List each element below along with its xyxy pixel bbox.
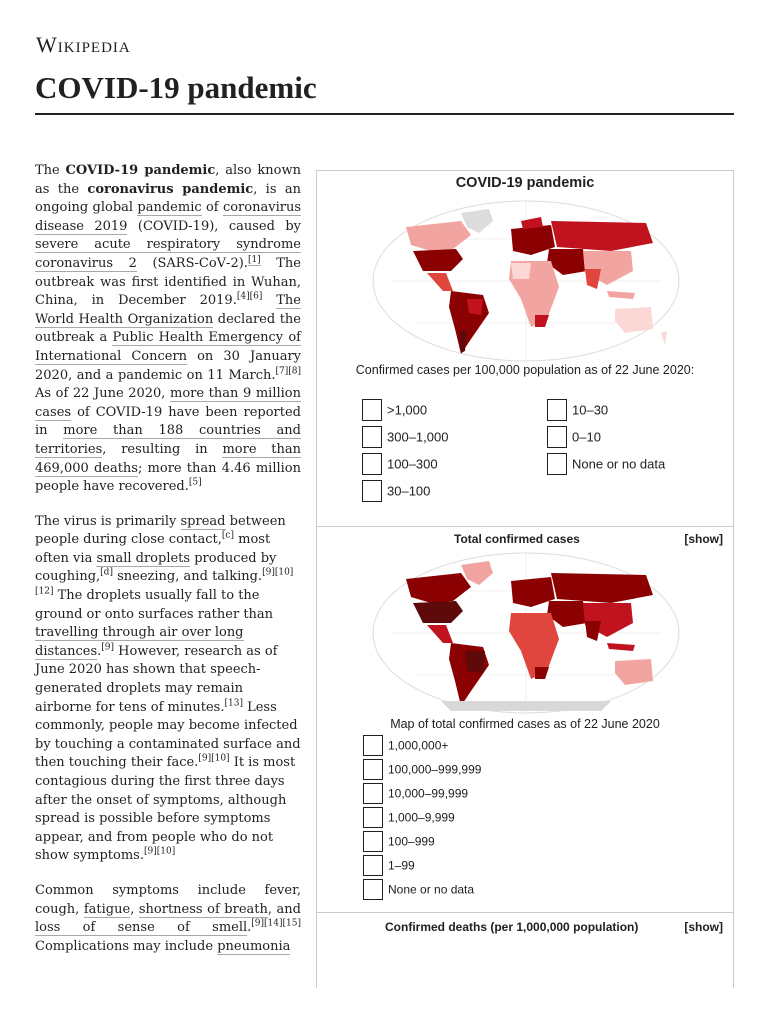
legend-item: None or no data: [363, 879, 474, 900]
note-link[interactable]: [d]: [100, 568, 113, 579]
link-spread[interactable]: spread: [180, 513, 226, 529]
legend-item: >1,000: [362, 399, 427, 421]
link-sars-cov-2[interactable]: severe acute respiratory syndrome coronavirus 2: [35, 237, 301, 271]
infobox: COVID-19 pandemic Confirmed cases per 100,000 population as of 22 June 2020: >1,000 300–1,000 100–300 30–100 10–30 0–10 None or no data Total confirmed cases [show] Map of total confirmed cases as of 22 June 2020 1,000,000+ 100,000–999,999 10,000–99,999 1,000–9,999 100–999 1–99 None or no data Confirmed deaths (per 1,000,000 population) [show]: [316, 170, 734, 988]
legend-item: 0–10: [547, 426, 601, 448]
citation-link[interactable]: [1]: [247, 254, 261, 265]
legend-item: 100–300: [362, 453, 438, 475]
title-divider: [35, 113, 734, 115]
infobox-title: COVID-19 pandemic: [455, 175, 595, 191]
legend-swatch: [363, 807, 383, 828]
citation-link[interactable]: [9][10]: [143, 847, 176, 858]
legend-swatch: [547, 426, 567, 448]
legend-cases-per-capita: [362, 399, 732, 511]
legend-swatch: [362, 426, 382, 448]
citation-link[interactable]: [4][6]: [236, 291, 263, 302]
link-pneumonia[interactable]: pneumonia: [217, 938, 291, 954]
link-who[interactable]: The World Health Organization: [35, 293, 301, 327]
citation-link[interactable]: [9][10]: [198, 754, 230, 765]
note-link[interactable]: [c]: [221, 530, 234, 541]
legend-swatch: [363, 879, 383, 900]
legend-item: 1,000–9,999: [363, 807, 455, 828]
link-countries-territories[interactable]: more than 188 countries and territories: [35, 423, 301, 457]
legend-swatch: [362, 399, 382, 421]
citation-link[interactable]: [5]: [188, 477, 202, 488]
legend-item: 1–99: [363, 855, 415, 876]
link-pheic[interactable]: Public Health Emergency of International Concern: [35, 330, 301, 364]
link-airborne[interactable]: travelling through air over long distances: [35, 625, 244, 659]
paragraph-intro: The COVID-19 pandemic, also known as the coronavirus pandemic, is an ongoing global pandemic of coronavirus disease 2019 (COVID‑19), caused by severe acute respiratory syndrome coronavirus 2 (SARS‑CoV‑2).[1] The outbreak was first identified in Wuhan, China, in December 2019.[4][6] The World Health Organization declared the outbreak a Public Health Emergency of International Concern on 30 January 2020, and a pandemic on 11 March.[7][8] As of 22 June 2020, more than 9 million cases of COVID-19 have been reported in more than 188 countries and territories, resulting in more than 469,000 deaths; more than 4.46 million people have recovered.[5]: [35, 163, 302, 495]
section-divider: [317, 912, 733, 913]
legend-swatch: [362, 453, 382, 475]
citation-link[interactable]: [9][10][12]: [35, 568, 294, 597]
map-caption: Confirmed cases per 100,000 population as of 22 June 2020:: [355, 363, 695, 377]
legend-swatch: [547, 453, 567, 475]
legend-item: 30–100: [362, 480, 430, 502]
page-title: COVID-19 pandemic: [35, 70, 317, 105]
show-toggle[interactable]: [show]: [684, 532, 723, 546]
paragraph-symptoms: Common symptoms include fever, cough, fatigue, shortness of breath, and loss of sense of smell.[9][14][15] Complications may include pneumonia: [35, 882, 301, 954]
show-toggle[interactable]: [show]: [684, 920, 723, 934]
total-cases-map[interactable]: [371, 551, 681, 716]
paragraph-transmission: The virus is primarily spread between people during close contact,[c] most often via small droplets produced by coughing,[d] sneezing, and talking.[9][10][12] The droplets usually fall to the ground or onto surfaces rather than travelling through air over long distances.[9] However, research as of June 2020 has shown that speech-generated droplets may remain airborne for tens of minutes.[13] Less commonly, people may become infected by touching a contaminated surface and then touching their face.[9][10] It is most contagious during the first three days after the onset of symptoms, although spread is possible before symptoms appear, and from people who do not show symptoms.[9][10]: [35, 513, 301, 864]
legend-swatch: [363, 855, 383, 876]
link-small-droplets[interactable]: small droplets: [96, 550, 191, 566]
legend-item: 10,000–99,999: [363, 783, 468, 804]
citation-link[interactable]: [9]: [101, 642, 115, 653]
legend-item: None or no data: [547, 453, 665, 475]
legend-item: 100,000–999,999: [363, 759, 481, 780]
link-cases[interactable]: more than 9 million cases: [35, 386, 301, 420]
link-shortness-of-breath[interactable]: shortness of breath: [138, 901, 268, 917]
legend-item: 10–30: [547, 399, 608, 421]
map-caption: Map of total confirmed cases as of 22 June 2020: [390, 717, 660, 731]
legend-swatch: [363, 735, 383, 756]
legend-swatch: [363, 759, 383, 780]
citation-link[interactable]: [7][8]: [275, 366, 301, 377]
legend-swatch: [363, 783, 383, 804]
link-fatigue[interactable]: fatigue: [83, 901, 131, 917]
link-pandemic[interactable]: pandemic: [137, 200, 202, 216]
section-divider: [317, 526, 733, 527]
article-body: [35, 162, 301, 956]
legend-item: 300–1,000: [362, 426, 448, 448]
legend-item: 1,000,000+: [363, 735, 448, 756]
legend-swatch: [363, 831, 383, 852]
legend-swatch: [362, 480, 382, 502]
link-deaths[interactable]: more than 469,000 deaths: [35, 441, 301, 476]
link-loss-of-smell[interactable]: loss of sense of smell: [35, 920, 248, 936]
legend-item: 100–999: [363, 831, 435, 852]
citation-link[interactable]: [13]: [224, 698, 243, 709]
citation-link[interactable]: [9][14][15]: [251, 918, 301, 929]
legend-swatch: [547, 399, 567, 421]
link-coronavirus-disease-2019[interactable]: coronavirus disease 2019: [35, 200, 301, 234]
wikipedia-wordmark[interactable]: Wikipedia: [36, 32, 131, 57]
cases-per-capita-map[interactable]: [371, 199, 681, 364]
